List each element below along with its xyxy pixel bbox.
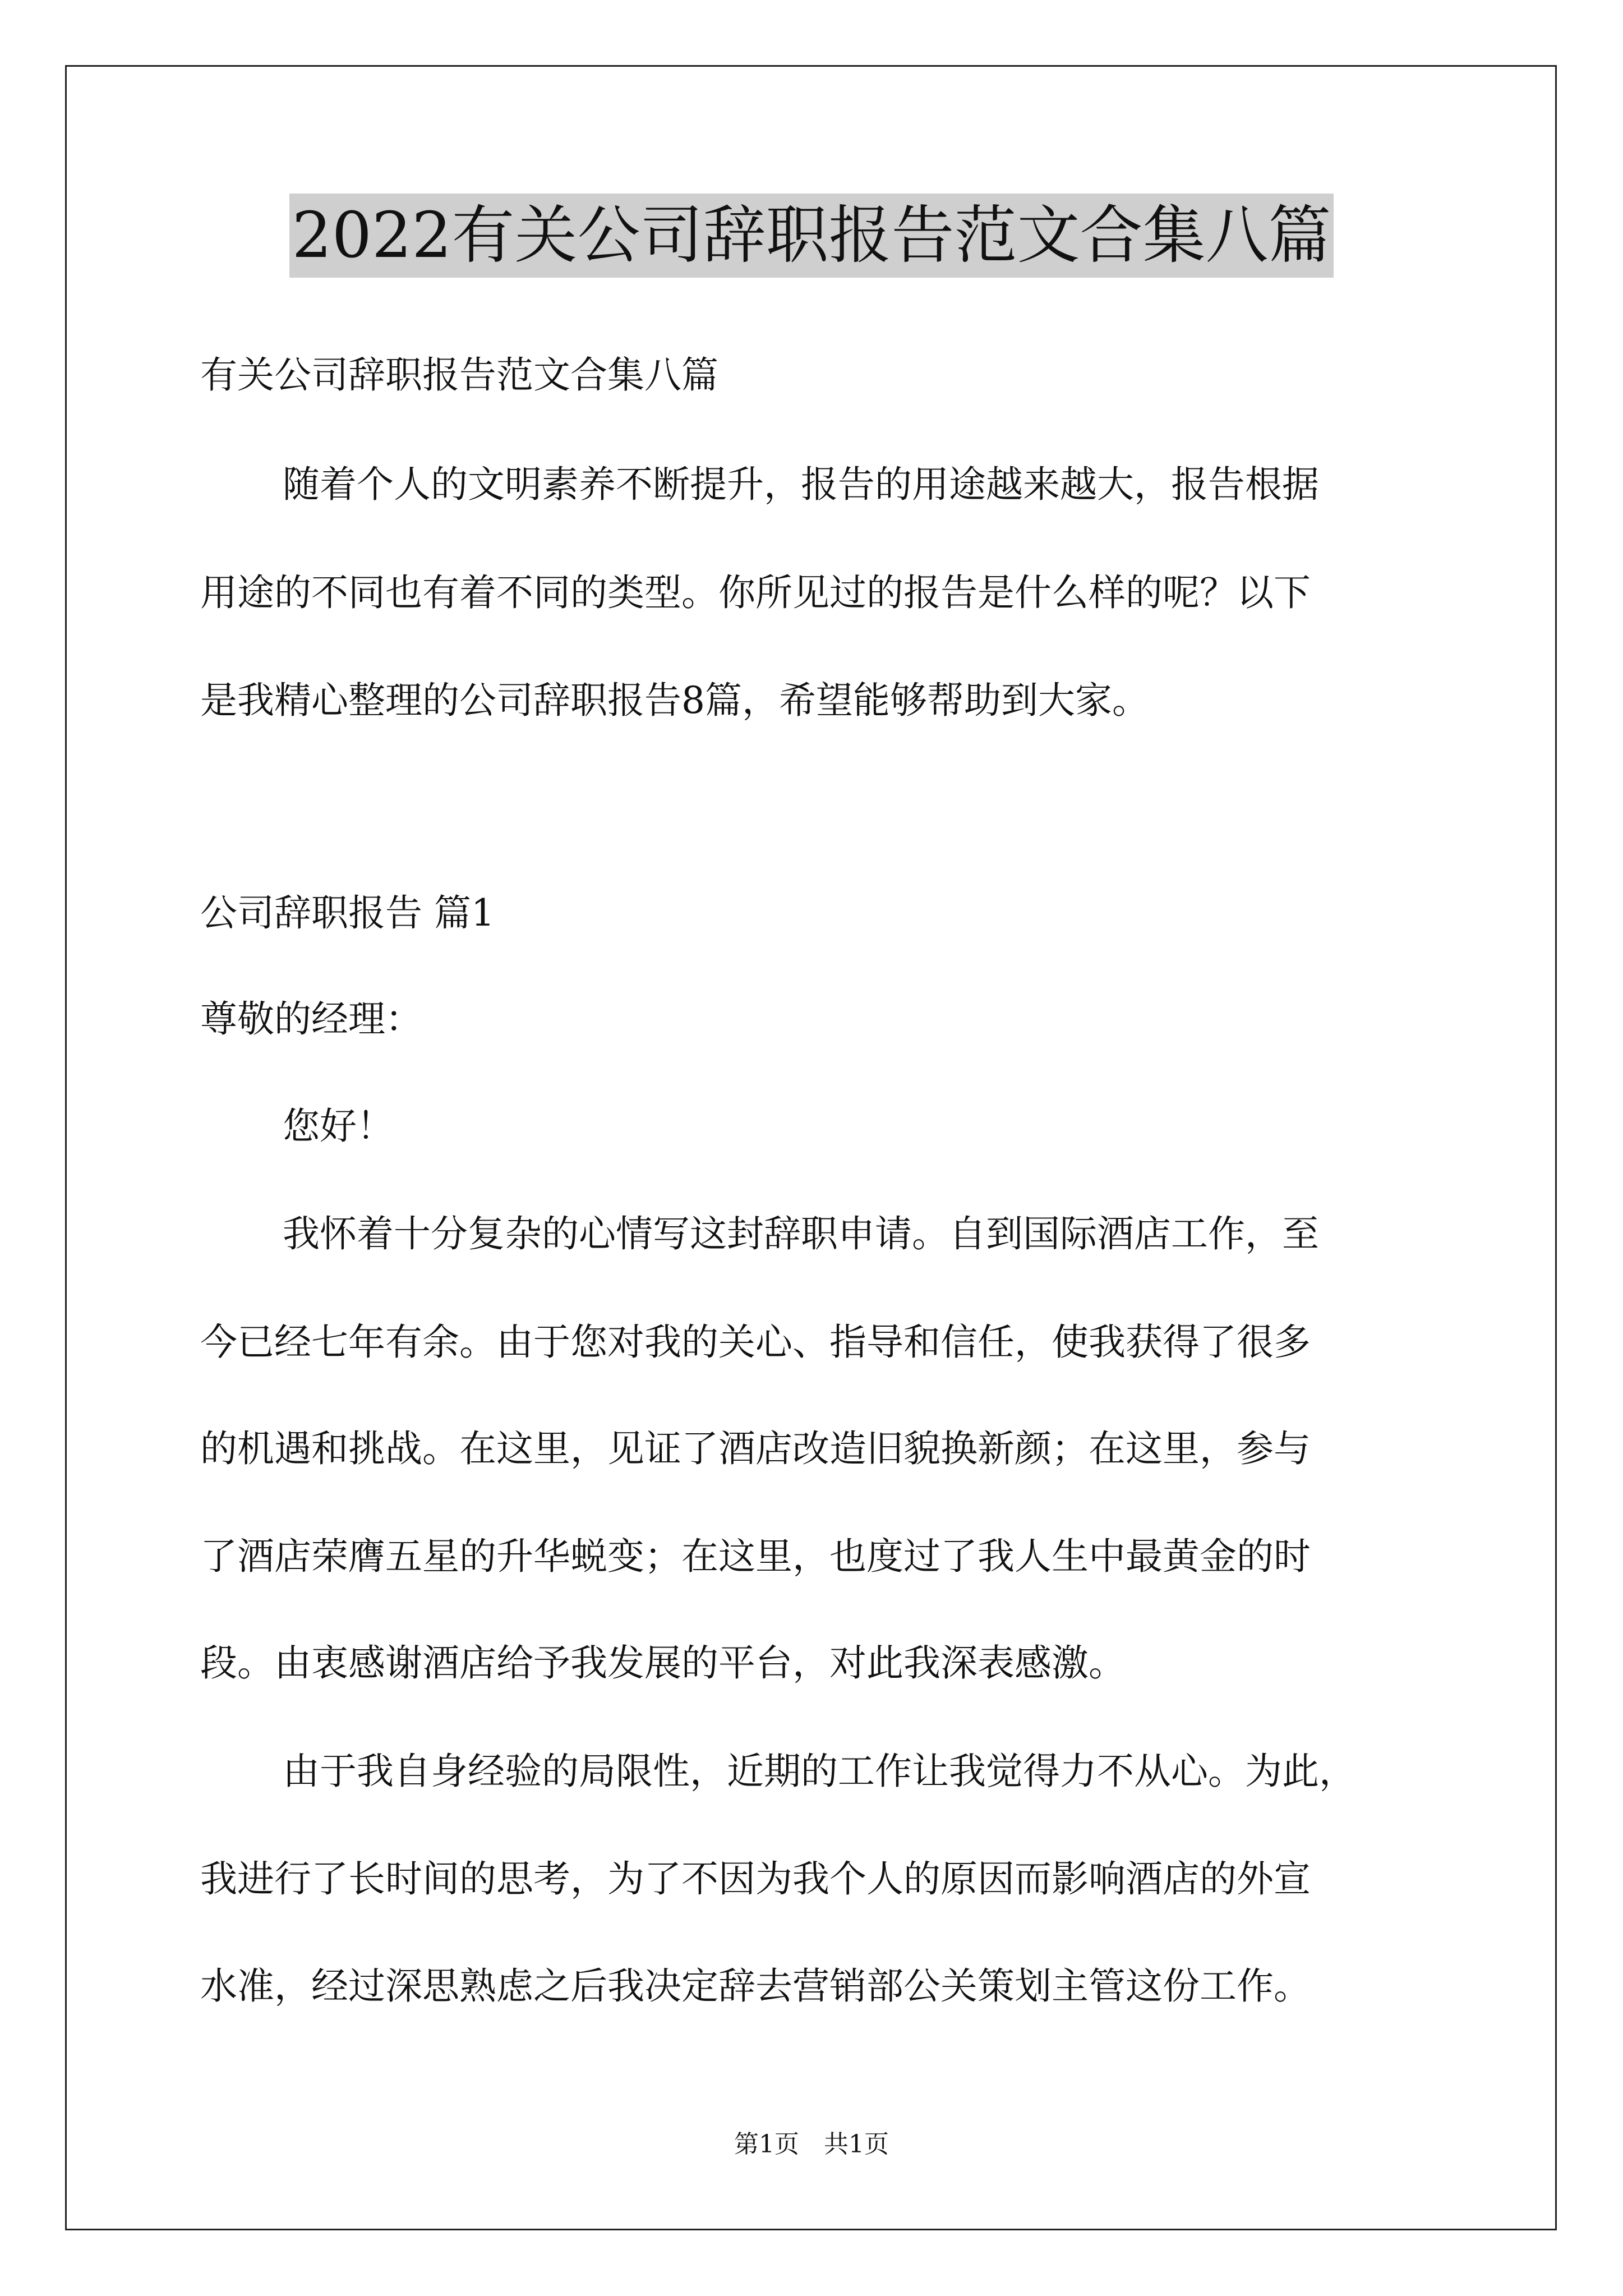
intro-line-3: 是我精心整理的公司辞职报告8篇，希望能够帮助到大家。 (200, 679, 1149, 722)
intro-line-1: 随着个人的文明素养不断提升，报告的用途越来越大，报告根据 (283, 463, 1319, 506)
page-footer (0, 2129, 1623, 2160)
paragraph1-line-3: 的机遇和挑战。在这里，见证了酒店改造旧貌换新颜；在这里，参与 (200, 1427, 1311, 1470)
footer-page-current: 第1页 (734, 2130, 799, 2159)
salutation: 尊敬的经理： (200, 997, 422, 1041)
intro-line-2: 用途的不同也有着不同的类型。你所见过的报告是什么样的呢？以下 (200, 571, 1311, 614)
paragraph1-line-4: 了酒店荣膺五星的升华蜕变；在这里，也度过了我人生中最黄金的时 (200, 1535, 1311, 1578)
title-container (0, 194, 1623, 278)
section-heading: 公司辞职报告 篇1 (200, 891, 495, 935)
greeting: 您好！ (283, 1105, 394, 1148)
paragraph1-line-5: 段。由衷感谢酒店给予我发展的平台，对此我深表感激。 (200, 1641, 1126, 1685)
document-title: 2022有关公司辞职报告范文合集八篇 (289, 194, 1333, 278)
paragraph2-line-2: 我进行了长时间的思考，为了不因为我个人的原因而影响酒店的外宣 (200, 1857, 1311, 1901)
paragraph2-line-1: 由于我自身经验的局限性，近期的工作让我觉得力不从心。为此， (283, 1750, 1356, 1793)
paragraph1-line-2: 今已经七年有余。由于您对我的关心、指导和信任，使我获得了很多 (200, 1320, 1311, 1364)
paragraph2-line-3: 水准，经过深思熟虑之后我决定辞去营销部公关策划主管这份工作。 (200, 1964, 1311, 2008)
document-subtitle: 有关公司辞职报告范文合集八篇 (200, 353, 718, 397)
footer-page-total: 共1页 (824, 2130, 889, 2159)
paragraph1-line-1: 我怀着十分复杂的心情写这封辞职申请。自到国际酒店工作，至 (283, 1212, 1319, 1255)
